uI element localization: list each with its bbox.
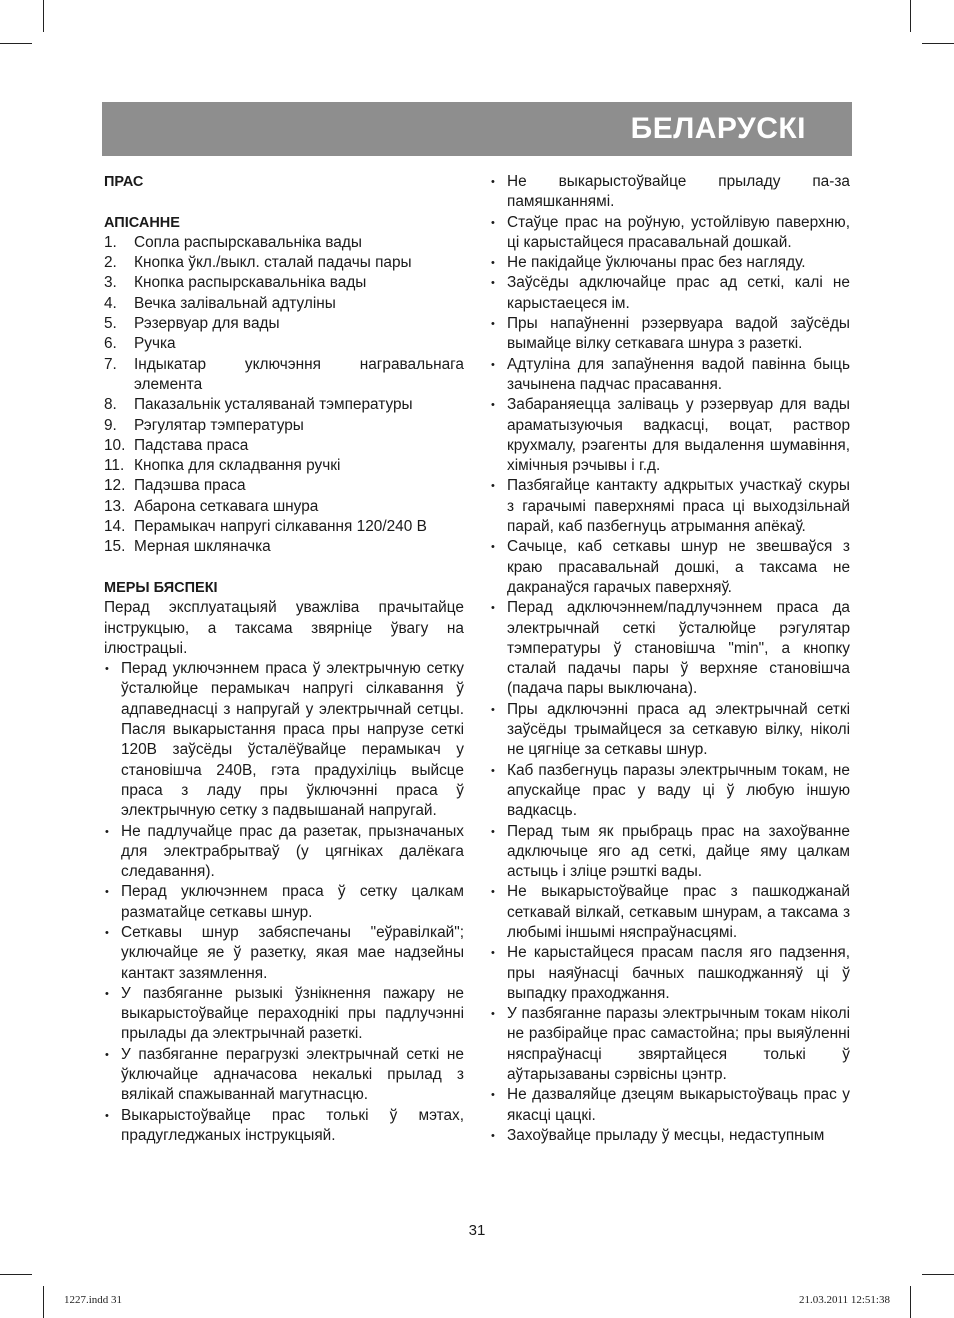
parts-list-item — [104, 253, 464, 273]
parts-list-item — [104, 233, 464, 253]
language-header-band — [102, 102, 852, 156]
crop-mark — [910, 0, 911, 32]
safety-bullet-item: • Каб пазбегнуць паразы электрычным токам, не апускайце прас у ваду ці ў любую іншую вадкасць. — [490, 761, 850, 822]
safety-bullet-item: • Не пакідайце ўключаны прас без нагляду. — [490, 253, 850, 273]
parts-item-label: Паказальнік усталяванай тэмпературы — [134, 396, 413, 414]
print-slug-date: 21.03.2011 12:51:38 — [799, 1294, 890, 1306]
description-heading: АПІСАННЕ — [104, 214, 180, 231]
safety-intro: Перад эксплуатацыяй уважліва прачытайце інструкцыю, а таксама звярніце ўвагу на ілюстрацыі. — [104, 599, 464, 657]
parts-item-number: 6. — [104, 335, 117, 353]
parts-item-label: Мерная шкляначка — [134, 538, 271, 556]
parts-item-label: Падэшва праса — [134, 477, 246, 495]
parts-list-item — [104, 395, 464, 415]
parts-item-label: Вечка залівальнай адтуліны — [134, 294, 336, 312]
safety-bullet-item: • Не выкарыстоўвайце прыладу па-за памяшканнямі. — [490, 172, 850, 213]
safety-bullet-item: • Перад уключэннем праса ў сетку цалкам разматайце сеткавы шнур. — [104, 882, 464, 923]
parts-list-item — [104, 416, 464, 436]
parts-item-label: Абарона сеткавага шнура — [134, 497, 319, 515]
safety-bullet-item: • Сеткавы шнур забяспечаны "еўравілкай"; уключайце яе ў разетку, якая мае надзейны кантакт зазямлення. — [104, 923, 464, 984]
parts-list-item — [104, 273, 464, 293]
print-slug-file: 1227.indd 31 — [64, 1294, 123, 1306]
safety-bullet-item: • У пазбяганне рызыкі ўзнікнення пажару не выкарыстоўвайце пераходнікі пры падлучэнні прылады да электрычнай разеткі. — [104, 984, 464, 1045]
safety-bullet-item: • Перад тым як прыбраць прас на захоўванне адключыце яго ад сеткі, дайце яму цалкам астыць і зліце рэшткі вады. — [490, 822, 850, 883]
parts-list-item — [104, 334, 464, 354]
parts-list-item — [104, 517, 464, 537]
safety-bullet-list — [104, 659, 464, 1146]
parts-item-label: Ручка — [134, 335, 176, 353]
safety-bullet-item: • Захоўвайце прыладу ў месцы, недаступным — [490, 1126, 850, 1146]
safety-bullet-list-continued — [490, 172, 850, 1146]
safety-bullet-item: • Перад уключэннем праса ў электрычную сетку ўсталюйце перамыкач напругі сілкавання ў адпаведнасці з напругай у электрычнай сетцы. Пасля выкарыстання праса пры напрузе сеткі 120В заўсёды ўсталёўвайце перамыкач у становішча 240В, гэта прадухіліць выйсце праса з ладу пры ўключэнні праса ў электрычную сетку з падвышанай напругай. — [104, 659, 464, 821]
safety-bullet-item: • Не падлучайце прас да разетак, прызначаных для электрабрытваў (у цягніках далёкага следавання). — [104, 822, 464, 883]
safety-heading: МЕРЫ БЯСПЕКІ — [104, 579, 218, 596]
crop-mark — [922, 1274, 954, 1275]
left-column — [104, 172, 464, 1146]
parts-item-number: 13. — [104, 497, 126, 515]
language-title: БЕЛАРУСКІ — [630, 112, 806, 145]
parts-item-label: Сопла распырскавальніка вады — [134, 233, 362, 251]
parts-item-label: Рэзервуар для вады — [134, 315, 280, 333]
parts-item-number: 8. — [104, 396, 117, 414]
parts-item-label: Падстава праса — [134, 436, 249, 454]
safety-bullet-item: • Не выкарыстоўвайце прас з пашкоджанай сеткавай вілкай, сеткавым шнурам, а таксама з любымі іншымі няспраўнасцямі. — [490, 882, 850, 943]
parts-list-item — [104, 314, 464, 334]
safety-bullet-item: • У пазбяганне перагрузкі электрычнай сеткі не ўключайце адначасова некалькі прылад з вялікай спажываннай магутнасцю. — [104, 1045, 464, 1106]
parts-list-item — [104, 497, 464, 517]
parts-item-number: 10. — [104, 436, 126, 454]
parts-item-label: Кнопка ўкл./выкл. сталай падачы пары — [134, 254, 412, 272]
parts-list — [104, 233, 464, 558]
safety-bullet-item: • Перад адключэннем/падлучэннем праса да электрычнай сеткі ўсталюйце рэгулятар тэмпературы ў становішча "min", а кнопку сталай падачы пары ў верхняе становішча (падача пары выключана). — [490, 598, 850, 699]
right-column — [490, 172, 850, 1146]
safety-bullet-item: • Пазбягайце кантакту адкрытых участкаў скуры з гарачымі паверхнямі праса ці выходзільнай парай, каб пазбегнуць атрымання апёкаў. — [490, 476, 850, 537]
parts-list-item — [104, 456, 464, 476]
parts-item-number: 3. — [104, 274, 117, 292]
crop-mark — [43, 0, 44, 32]
crop-mark — [0, 1274, 32, 1275]
crop-mark — [0, 43, 32, 44]
safety-bullet-item: • Не карыстайцеся прасам пасля яго падзення, пры наяўнасці бачных пашкоджанняў ці ў выпадку праходжання. — [490, 943, 850, 1004]
safety-bullet-item: • Выкарыстоўвайце прас толькі ў мэтах, прадугледжаных інструкцыяй. — [104, 1106, 464, 1147]
safety-bullet-item: • Заўсёды адключайце прас ад сеткі, калі не карыстаецеся ім. — [490, 273, 850, 314]
parts-item-label: Індыкатар уключэння награвальнага элемента — [134, 355, 464, 393]
safety-bullet-item: • Сачыце, каб сеткавы шнур не звешваўся з краю прасавальнай дошкі, а таксама не дакранаўся гарачых паверхняў. — [490, 537, 850, 598]
parts-item-number: 1. — [104, 233, 117, 251]
parts-item-number: 12. — [104, 477, 126, 495]
parts-item-label: Перамыкач напругі сілкавання 120/240 В — [134, 518, 427, 536]
parts-list-item — [104, 294, 464, 314]
parts-item-label: Рэгулятар тэмпературы — [134, 416, 304, 434]
safety-bullet-item: • Забараняецца заліваць у рэзервуар для вады араматызуючыя вадкасці, воцат, раствор крухмалу, рэагенты для выдалення шумавіння, хімічныя рэчывы і г.д. — [490, 395, 850, 476]
safety-bullet-item: • Пры адключэнні праса ад электрычнай сеткі заўсёды трымайцеся за сеткавую вілку, ніколі не цягніце за сеткавы шнур. — [490, 700, 850, 761]
product-title: ПРАС — [104, 174, 144, 190]
parts-item-number: 5. — [104, 315, 117, 333]
parts-item-number: 7. — [104, 355, 117, 373]
parts-item-number: 9. — [104, 416, 117, 434]
safety-bullet-item: • У пазбяганне паразы электрычным токам ніколі не разбірайце прас самастойна; пры выяўленні няспраўнасці звяртайцеся толькі ў аўтарызаваны сэрвісны цэнтр. — [490, 1004, 850, 1085]
parts-list-item — [104, 476, 464, 496]
parts-item-label: Кнопка для складвання ручкі — [134, 457, 341, 475]
crop-mark — [43, 1286, 44, 1318]
parts-item-number: 14. — [104, 518, 126, 536]
safety-bullet-item: • Пры напаўненні рэзервуара вадой заўсёды вымайце вілку сеткавага шнура з разеткі. — [490, 314, 850, 355]
parts-list-item — [104, 436, 464, 456]
parts-item-number: 15. — [104, 538, 126, 556]
parts-item-number: 11. — [104, 457, 125, 475]
crop-mark — [910, 1286, 911, 1318]
parts-item-number: 2. — [104, 254, 117, 272]
crop-mark — [922, 43, 954, 44]
parts-item-label: Кнопка распырскавальніка вады — [134, 274, 367, 292]
parts-list-item — [104, 355, 464, 396]
parts-item-number: 4. — [104, 294, 117, 312]
safety-bullet-item: • Не дазваляйце дзецям выкарыстоўваць прас у якасці цацкі. — [490, 1085, 850, 1126]
safety-bullet-item: • Адтуліна для запаўнення вадой павінна быць зачынена падчас прасавання. — [490, 355, 850, 396]
page-number: 31 — [468, 1222, 486, 1239]
safety-bullet-item: • Стаўце прас на роўную, устойлівую паверхню, ці карыстайцеся прасавальнай дошкай. — [490, 213, 850, 254]
parts-list-item — [104, 537, 464, 557]
